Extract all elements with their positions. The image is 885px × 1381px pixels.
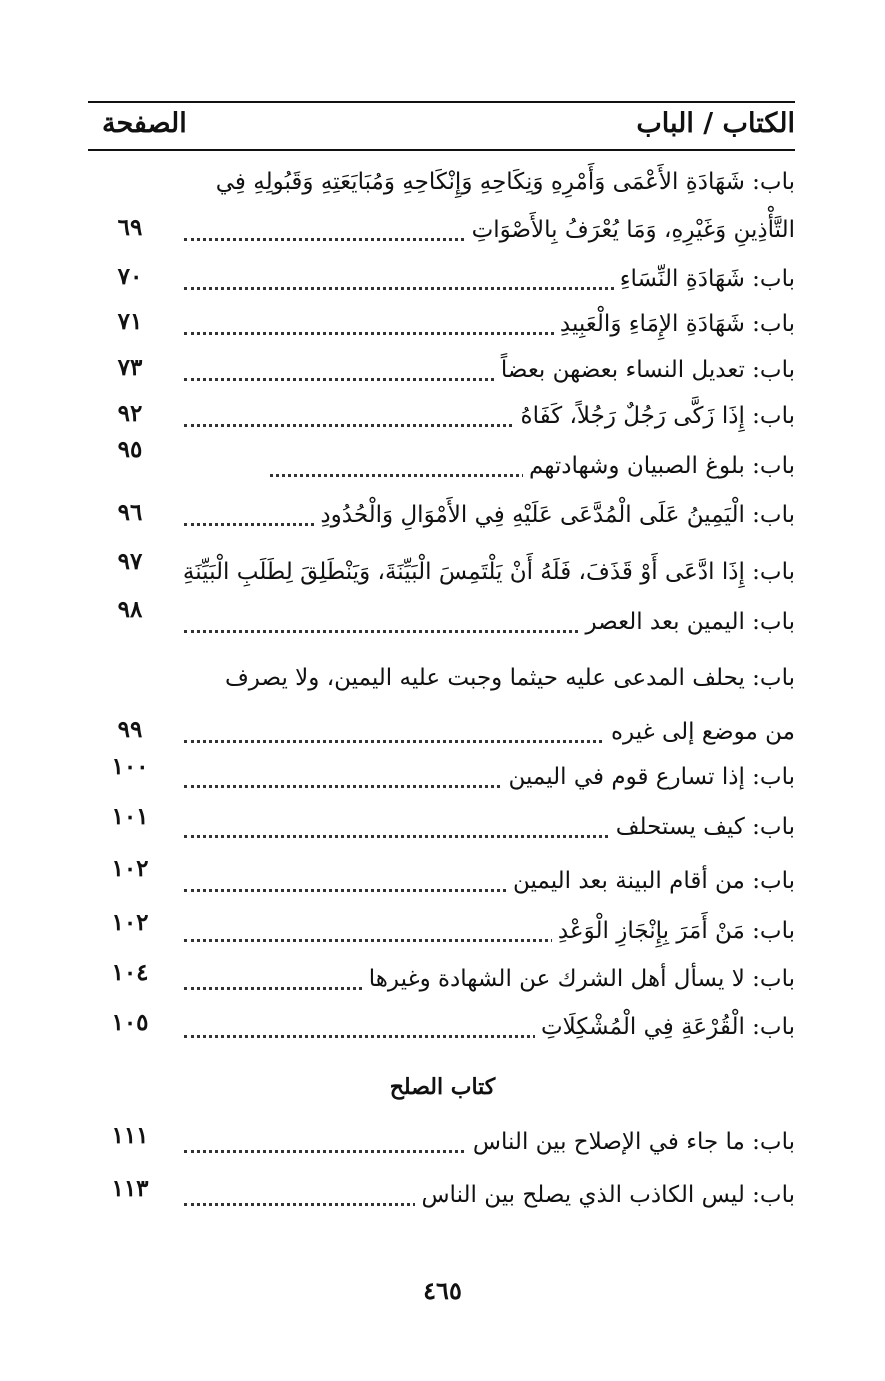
table-row [100, 257, 795, 301]
table-row [100, 755, 795, 799]
entry-page: ٩٨ [117, 596, 143, 623]
entry-label: باب: شَهَادَةِ الإِمَاءِ وَالْعَبِيدِ [554, 302, 795, 346]
entry-label: باب: الْقُرْعَةِ فِي الْمُشْكِلَاتِ [535, 1005, 795, 1049]
table-row [100, 909, 795, 953]
table-row [100, 1120, 795, 1164]
entry-label: باب: الْيَمِينُ عَلَى الْمُدَّعَى عَلَيْهِ فِي الأَمْوَالِ وَالْحُدُودِ [314, 493, 795, 537]
entry-page: ٦٩ [117, 214, 143, 241]
entry-label: باب: إذا تسارع قوم في اليمين [502, 755, 795, 799]
entry-page: ٩٩ [117, 716, 143, 743]
table-row [100, 493, 795, 537]
entry-page: ١٠٢ [111, 855, 149, 882]
entry-page: ٧١ [117, 308, 143, 335]
table-row [100, 805, 795, 849]
table-row [100, 436, 795, 488]
entry-page: ٩٢ [117, 400, 143, 427]
entry-page: ١٠٥ [111, 1009, 149, 1036]
entry-page: ١٠٢ [111, 909, 149, 936]
entry-page: ١٠٠ [111, 753, 149, 780]
table-row [100, 855, 795, 903]
entry-label: باب: ما جاء في الإصلاح بين الناس [467, 1120, 795, 1164]
entry-page: ٩٧ [117, 548, 143, 575]
entry-label: باب: بلوغ الصبيان وشهادتهم [523, 444, 795, 488]
header-book-chapter: الكتاب / الباب [636, 108, 795, 139]
entry-label: باب: إِذَا زَكَّى رَجُلٌ رَجُلاً، كَفَاهُ [515, 394, 795, 438]
table-header [88, 101, 795, 151]
entry-label: باب: لا يسأل أهل الشرك عن الشهادة وغيرها [363, 957, 795, 1001]
entry-page: ١١١ [111, 1122, 149, 1149]
entry-label: باب: اليمين بعد العصر [579, 600, 795, 644]
table-row [100, 302, 795, 346]
entry-label: من موضع إلى غيره [605, 710, 795, 754]
entry-label: باب: كيف يستحلف [610, 805, 795, 849]
table-row [100, 208, 795, 252]
entry-page: ٩٦ [117, 499, 143, 526]
table-row [100, 596, 795, 644]
entry-page: ١١٣ [111, 1175, 149, 1202]
table-row [100, 1173, 795, 1217]
entry-first-line: باب: شَهَادَةِ الأَعْمَى وَأَمْرِهِ وَنِكَاحِهِ وَإِنْكَاحِهِ وَمُبَايَعَتِهِ وَقَبُولِهِ فِي [215, 169, 795, 195]
table-row [100, 710, 795, 754]
section-title: كتاب الصلح [389, 1074, 496, 1100]
entry-first-line: باب: يحلف المدعى عليه حيثما وجبت عليه اليمين، ولا يصرف [224, 665, 795, 691]
table-row [100, 1005, 795, 1049]
table-row [100, 348, 795, 392]
entry-label: باب: من أقام البينة بعد اليمين [507, 859, 795, 903]
page-number: ٤٦٥ [423, 1276, 462, 1305]
entry-label: باب: إِذَا ادَّعَى أَوْ قَذَفَ، فَلَهُ أَنْ يَلْتَمِسَ الْبَيِّنَةَ، وَيَنْطَلِقَ لِطَلَبِ الْبَيِّنَةِ [177, 550, 795, 594]
table-row [100, 957, 795, 1001]
header-bottom-rule [88, 149, 795, 151]
entry-page: ٧٠ [117, 263, 143, 290]
header-top-rule [88, 101, 795, 103]
entry-label: التَّأْذِينِ وَغَيْرِهِ، وَمَا يُعْرَفُ بِالأَصْوَاتِ [466, 208, 795, 252]
entry-label: باب: تعديل النساء بعضهن بعضاً [495, 348, 795, 392]
entry-label: باب: شَهَادَةِ النِّسَاءِ [614, 257, 795, 301]
entry-page: ١٠٤ [111, 959, 149, 986]
entry-page: ١٠١ [111, 803, 149, 830]
table-row [100, 550, 795, 594]
table-row [100, 394, 795, 438]
header-page: الصفحة [102, 108, 187, 139]
entry-label: باب: ليس الكاذب الذي يصلح بين الناس [415, 1173, 795, 1217]
entry-page: ٧٣ [117, 354, 143, 381]
entry-label: باب: مَنْ أَمَرَ بِإِنْجَازِ الْوَعْدِ [552, 909, 795, 953]
entry-page: ٩٥ [117, 436, 143, 463]
